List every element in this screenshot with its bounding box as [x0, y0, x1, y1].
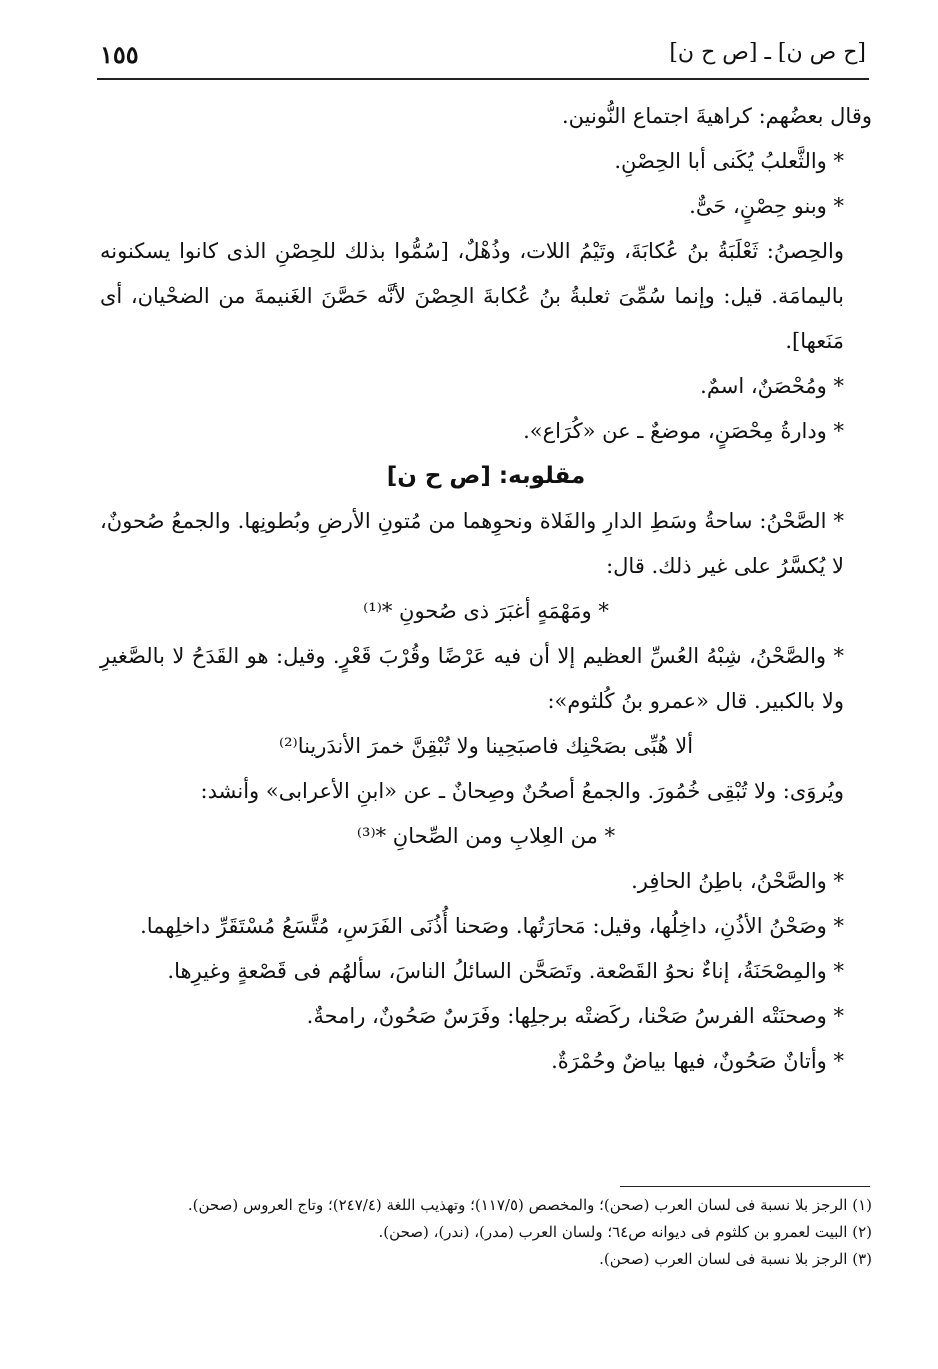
- paragraph: * ومُحْصَنٌ، اسمٌ.: [700, 374, 844, 398]
- footnote: (٣) الرجز بلا نسبة فى لسان العرب (صحن).: [599, 1250, 872, 1268]
- footnote: (١) الرجز بلا نسبة فى لسان العرب (صحن)؛ والمخصص (١١٧/٥)؛ وتهذيب اللغة (٢٤٧/٤)؛ وتاج العروس (صحن).: [187, 1196, 872, 1214]
- page-number: ١٥٥: [100, 40, 139, 69]
- paragraph: والحِصنُ: ثَعْلَبَةُ بنُ عُكابَةَ، وتَيْمُ اللات، وذُهْلٌ، [سُمُّوا بذلك للحِصْنِ الذى كانوا يسكنونه باليمامَة. قيل: وإنما سُمِّىَ ثعلبةُ بنُ عُكابةَ الحِصْنَ لأنَّه حَصَّنَ الغَنيمةَ من الضحْيان، أى مَنَعها].: [100, 239, 844, 353]
- paragraph: * ودارةُ مِحْصَنٍ، موضعٌ ـ عن «كُرَاع».: [523, 419, 844, 443]
- footnotes: [100, 1192, 872, 1273]
- verse-line: * من العِلابِ ومن الصِّحانِ *⁽³⁾: [356, 824, 616, 848]
- paragraph: وقال بعضُهم: كراهيةَ اجتماع النُّونين.: [561, 104, 872, 128]
- footnote: (٢) البيت لعمرو بن كلثوم فى ديوانه ص٦٤؛ ولسان العرب (مدر)، (ندر)، (صحن).: [378, 1223, 872, 1241]
- header-divider: [97, 78, 869, 80]
- paragraph: * وأتانٌ صَحُونٌ، فيها بياضٌ وحُمْرَةٌ.: [551, 1049, 844, 1073]
- running-header: [ح ص ن] ـ [ص ح ن]: [669, 40, 866, 65]
- main-text: [100, 94, 872, 1084]
- paragraph: * الصَّحْنُ: ساحةُ وسَطِ الدارِ والفَلاة ونحوِهما من مُتونِ الأرضِ وبُطونِها. والجمعُ صُحونٌ، لا يُكسَّرُ على غير ذلك. قال:: [100, 509, 844, 578]
- paragraph: * وبنو حِصْنٍ، حَىٌّ.: [689, 194, 844, 218]
- paragraph: ويُروَى: ولا تُبْقِى خُمُورَ. والجمعُ أصحُنٌ وصِحانٌ ـ عن «ابنِ الأعرابى» وأنشد:: [200, 779, 844, 803]
- paragraph: * والصَّحْنُ، باطِنُ الحافِر.: [631, 869, 844, 893]
- paragraph: * والثَّعلبُ يُكَنى أبا الحِصْنِ.: [614, 149, 844, 173]
- verse-line: * ومَهْمَهٍ أغبَرَ ذى صُحونِ *⁽¹⁾: [363, 599, 609, 623]
- section-heading: مقلوبه: [ص ح ن]: [386, 463, 586, 489]
- paragraph: * والصَّحْنُ، شِبْهُ العُسِّ العظيم إلا أن فيه عَرْضًا وقُرْبَ قَعْرٍ. وقيل: هو القَدَحُ لا بالصَّغيرِ ولا بالكبير. قال «عمرو بنُ كُلثوم»:: [100, 644, 844, 713]
- footnote-divider: [620, 1186, 870, 1187]
- paragraph: * وصَحْنُ الأذُنِ، داخِلُها، وقيل: مَحارَتُها. وصَحنا أُذُنَى الفَرَسِ، مُتَّسَعُ مُسْتَقَرِّ داخلِهما.: [140, 914, 844, 938]
- paragraph: * والمِصْحَنَةُ، إناءٌ نحوُ القَصْعة. وتَصَحَّن السائلُ الناسَ، سألهُم فى قَصْعةٍ وغيرِها.: [167, 959, 844, 983]
- paragraph: * وصحنَتْه الفرسُ صَحْنا، ركَضتْه برجلِها: وفَرَسٌ صَحُونٌ، رامحةٌ.: [306, 1004, 844, 1028]
- verse-line: ألا هُبِّى بصَحْنِك فاصبَحِينا ولا تُبْقِنَّ خمرَ الأندَرينا⁽²⁾: [278, 734, 694, 758]
